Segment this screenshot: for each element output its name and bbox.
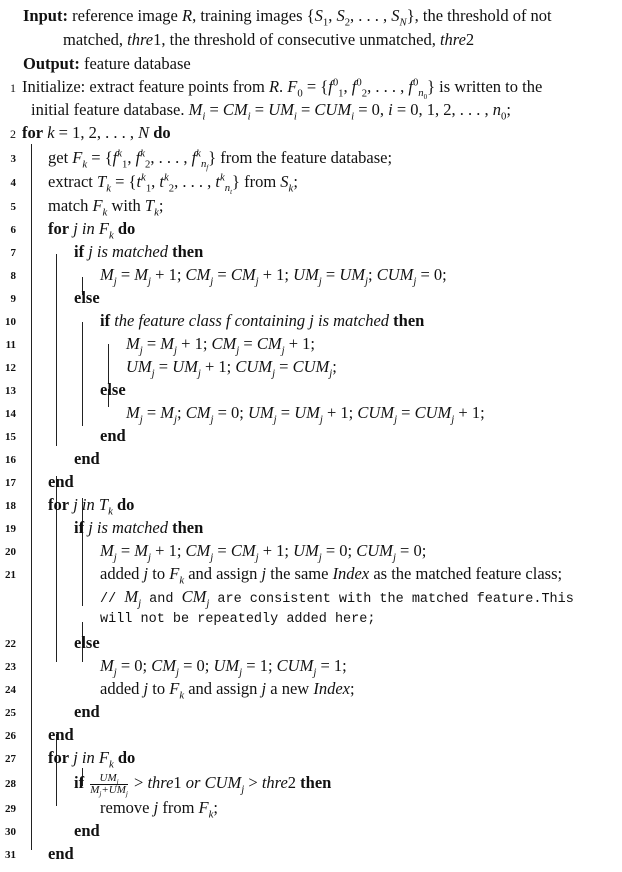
block-bar-for-k [31,144,32,850]
input-text: reference image R, training images {$S_1$, $S_2$, . . . , $S_N$}, the threshold of not [72,6,552,29]
algorithm-block: Input: reference image R, training images {$S_1$, $S_2$, . . . , $S_N$}, the threshold of not matched, thre1, the threshold of consecutive unmatched, thre2 Output: feature database 1 Initialize: extract feature points from R. $F_0 = \{f^0_1$, $f^0_2$, . . . , $f^0_{n_0}$} is written to the initial feature database. $M_i = CM_i = UM_i = CUM_i = 0$, i = 0, 1, 2, . . . , $n_0$; 2 for k = 1, 2, . . . , N do 3 get $F_k = \{f^k_1$, $f^k_2$, . . . , $f^k_{n_f}$} from the feature database; 4 extract $T_k = \{t^k_1$, $t^k_2$, . . . , $t^k_{n_t}$} from $S_k$; 5 match $F_k$ with $T_k$; 6 for j in $F_k$ do 7 if j is matched then 8 $M_j = M_j + 1$; $CM_j = CM_j + 1$; $UM_j = UM_j$; $CUM_j = 0$; 9 else 10 if the feature class f containing j is matched then 11 $M_j = M_j + 1$; $CM_j = CM_j + 1$; 12 $UM_j = UM_j + 1$; $CUM_j = CUM_j$; 13 else 14 $M_j = M_j$; $CM_j = 0$; $UM_j = UM_j + 1$; $CUM_j = CUM_j + 1$; 15 end 16 end 17 end 18 for j in $T_k$ do 19 if j is matched then 20 $M_j = M_j + 1$; $CM_j = CM_j + 1$; $UM_j = 0$; $CUM_j = 0$; 21 added j to $F_k$ and assign j the same Index as the matched feature class; // $M_j$ and $CM_j$ are consistent with the matched feature.This will not be repeatedly added here; 22 else 23 $M_j = 0$; $CM_j = 0$; $UM_j = 1$; $CUM_j = 1$; 24 added j to $F_k$ and assign j a new Index; 25 end 26 end 27 for j in $F_k$ do 28 if $\frac{UM_j}{M_j+UM_j}$ > thre1 or $CUM_j$ > thre2 then 29 remove j from $F_k$; 30 end 31 end [5,6,574,863]
input-continuation: matched, thre1, the threshold of consecutive unmatched, thre2 [63,30,475,49]
input-line [23,5,552,27]
ratio-fraction: $\frac{UM_j}{M_j+UM_j}$ [90,771,128,798]
block-bar-for-j-Fk [56,254,57,446]
block-bar-if-class [108,344,109,384]
output-text: feature database [83,54,191,73]
block-bar-else-1 [82,322,83,426]
output-label: Output: [23,54,80,73]
input-label: Input: [23,6,68,25]
output-line [23,53,191,75]
